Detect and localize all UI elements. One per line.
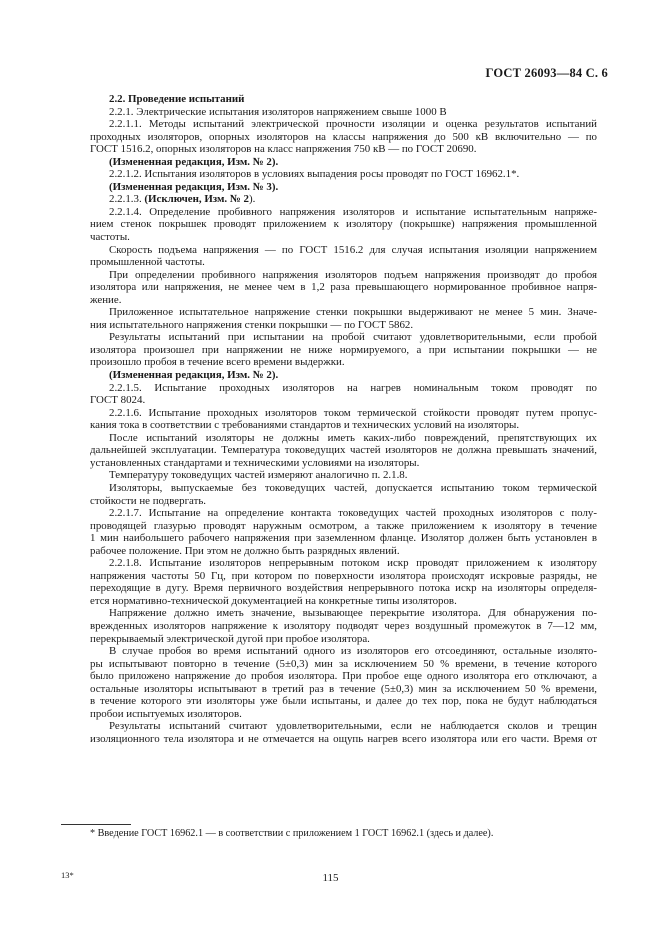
text-line: изолятора произошел при напряжении не ниже нормируемого, а при испытании покрышки — не [90, 343, 597, 356]
text-line: Приложенное испытательное напряжение стенки покрышки выдерживают не менее 5 мин. Значе- [109, 306, 597, 319]
text-line: ры испытывают повторно в течение (5±0,3) мин за исключением 50 % времени, в течение которого [90, 657, 597, 670]
text-line: напряжения частоты 50 Гц, при котором по поверхности изолятора происходят искровые разряды, не [90, 569, 597, 582]
text-line: (Измененная редакция, Изм. № 2). [109, 155, 279, 168]
paragraph [90, 331, 597, 369]
paragraph [90, 407, 597, 432]
paragraph [90, 720, 597, 745]
text-line: 2.2. Проведение испытаний [109, 93, 245, 105]
text-line: Скорость подъема напряжения — по ГОСТ 1516.2 для случая испытания изоляции напряжением [109, 243, 597, 256]
page-number: 115 [322, 872, 339, 884]
paragraph [90, 206, 597, 244]
paragraph [90, 432, 597, 470]
paragraph [90, 106, 597, 119]
text-line: изоляционного тела изолятора и не отмечается на ощупь нагрев всего изолятора или его части. Время от [90, 732, 597, 745]
text-line: После испытаний изоляторы не должны иметь каких-либо повреждений, препятствующих их [109, 431, 597, 444]
text-line: ния испытательного напряжения стенки покрышки — по ГОСТ 5862. [90, 318, 414, 331]
text-line: дальнейшей эксплуатации. Температура токоведущих частей изоляторов не должна превышать значений, [90, 444, 597, 457]
text-line: в течение которого эти изоляторы уже были испытаны, и далее до тех пор, пока не будут наблюдаться [90, 695, 597, 708]
paragraph [90, 369, 597, 382]
text-line: (Измененная редакция, Изм. № 2). [109, 369, 279, 382]
footnote-rule [61, 824, 131, 825]
text-line: проходных изоляторов, опорных изоляторов на классы напряжения до 500 кВ включительно — по [90, 130, 597, 143]
paragraph [90, 156, 597, 169]
text-line: частоты. [90, 231, 130, 244]
text-line: проводящей глазурью проводят наружным осмотром, а также приложением к изолятору в течение [90, 519, 597, 532]
text-line: ГОСТ 1516.2, опорных изоляторов на класс напряжения 750 кВ — по ГОСТ 20690. [90, 143, 477, 156]
text-line: 2.2.1.2. Испытания изоляторов в условиях выпадения росы проводят по ГОСТ 16962.1*. [109, 168, 520, 181]
paragraph [90, 118, 597, 156]
text-line [90, 193, 597, 206]
text-line: промышленной частоты. [90, 256, 205, 269]
text-line: Результаты испытаний при испытании на пробой считают удовлетворительными, если пробой [109, 331, 597, 344]
line-bold-part: (Исключен, Изм. № 2 [144, 193, 249, 206]
paragraph [90, 507, 597, 557]
text-line: 2.2.1.7. Испытание на определение контакта токоведущих частей проходных изоляторов с полу- [109, 507, 597, 520]
text-line: было приложено напряжение до пробоя изолятора. При пробое еще одного изолятора его отключают, а [90, 670, 597, 683]
paragraph [90, 168, 597, 181]
text-line: (Измененная редакция, Изм. № 3). [109, 180, 279, 193]
footnote: * Введение ГОСТ 16962.1 — в соответствии с приложением 1 ГОСТ 16962.1 (здесь и далее). [90, 828, 494, 839]
line-suffix: ). [249, 193, 256, 206]
paragraph [90, 181, 597, 194]
text-line: рабочее положение. При этом не должно быть разрядных явлений. [90, 544, 400, 557]
text-line: Температуру токоведущих частей измеряют аналогично п. 2.1.8. [109, 469, 408, 482]
paragraph [90, 645, 597, 720]
document-header: ГОСТ 26093—84 С. 6 [485, 66, 608, 80]
document-body [90, 93, 597, 745]
text-line: перекрываемый электрической дугой при пробое изолятора. [90, 632, 370, 645]
text-line: врежденных изоляторов напряжение к изолятору подводят через воздушный промежуток в 7—12 мм, [90, 619, 597, 632]
text-line: ется нормативно-технической документацией на конкретные типы изоляторов. [90, 594, 457, 607]
text-line: 2.2.1. Электрические испытания изоляторов напряжением свыше 1000 В [109, 105, 447, 118]
paragraph [90, 557, 597, 607]
signature-mark: 13* [61, 870, 74, 880]
text-line: 1 мин наибольшего рабочего напряжения при заземленном фланце. Изолятор должен быть установлен в [90, 532, 597, 545]
paragraph [90, 382, 597, 407]
paragraph [90, 193, 597, 206]
text-line: кания тока в соответствии с требованиями стандартов и технических условий на изоляторы. [90, 419, 520, 432]
line-prefix: 2.2.1.3. [109, 193, 145, 206]
text-line: нием стенок покрышек проводят приложением к изолятору (покрышке) напряжения промышленной [90, 218, 597, 231]
paragraph [90, 607, 597, 645]
paragraph [90, 269, 597, 307]
text-line: произошло пробоя в течение всего времени выдержки. [90, 356, 345, 369]
text-line: стойкости не подвергать. [90, 494, 207, 507]
text-line: остальные изоляторы испытывают в третий раз в течение (5±0,3) мин за исключением 50 % времени, [90, 682, 597, 695]
text-line: В случае пробоя во время испытаний одного из изоляторов его отсоединяют, остальные изолято- [109, 645, 597, 658]
section-heading [90, 93, 597, 106]
text-line: установленных стандартами и техническими условиями на изоляторы. [90, 456, 420, 469]
text-line: 2.2.1.6. Испытание проходных изоляторов током термической стойкости проводят путем пропус- [109, 406, 597, 419]
text-line: 2.2.1.5. Испытание проходных изоляторов на нагрев номинальным током проводят по [109, 381, 597, 394]
text-line: пробои испытуемых изоляторов. [90, 707, 242, 720]
text-line: Напряжение должно иметь значение, вызывающее перекрытие изолятора. Для обнаружения по- [109, 607, 597, 620]
text-line: изолятора или напряжения, не менее чем в 1,2 раза превышающего нормированное пробивное напря- [90, 281, 597, 294]
text-line: 2.2.1.4. Определение пробивного напряжения изоляторов и испытание испытательным напряже- [109, 205, 597, 218]
text-line: Результаты испытаний считают удовлетворительными, если не наблюдается сколов и трещин [109, 720, 597, 733]
paragraph [90, 469, 597, 482]
paragraph [90, 306, 597, 331]
text-line: Изоляторы, выпускаемые без токоведущих частей, допускается испытанию током термической [109, 481, 597, 494]
text-line: При определении пробивного напряжения изоляторов подъем напряжения производят до пробоя [109, 268, 597, 281]
text-line: переходящие в дугу. Время первичного воздействия непрерывного потока искр на изоляторы определя- [90, 582, 597, 595]
paragraph [90, 244, 597, 269]
paragraph [90, 482, 597, 507]
text-line: ГОСТ 8024. [90, 394, 146, 407]
text-line: 2.2.1.8. Испытание изоляторов непрерывным потоком искр проводят приложением к изолятору [109, 557, 597, 570]
text-line: 2.2.1.1. Методы испытаний электрической прочности изоляции и оценка результатов испытаний [109, 118, 597, 131]
text-line: жение. [90, 293, 122, 306]
